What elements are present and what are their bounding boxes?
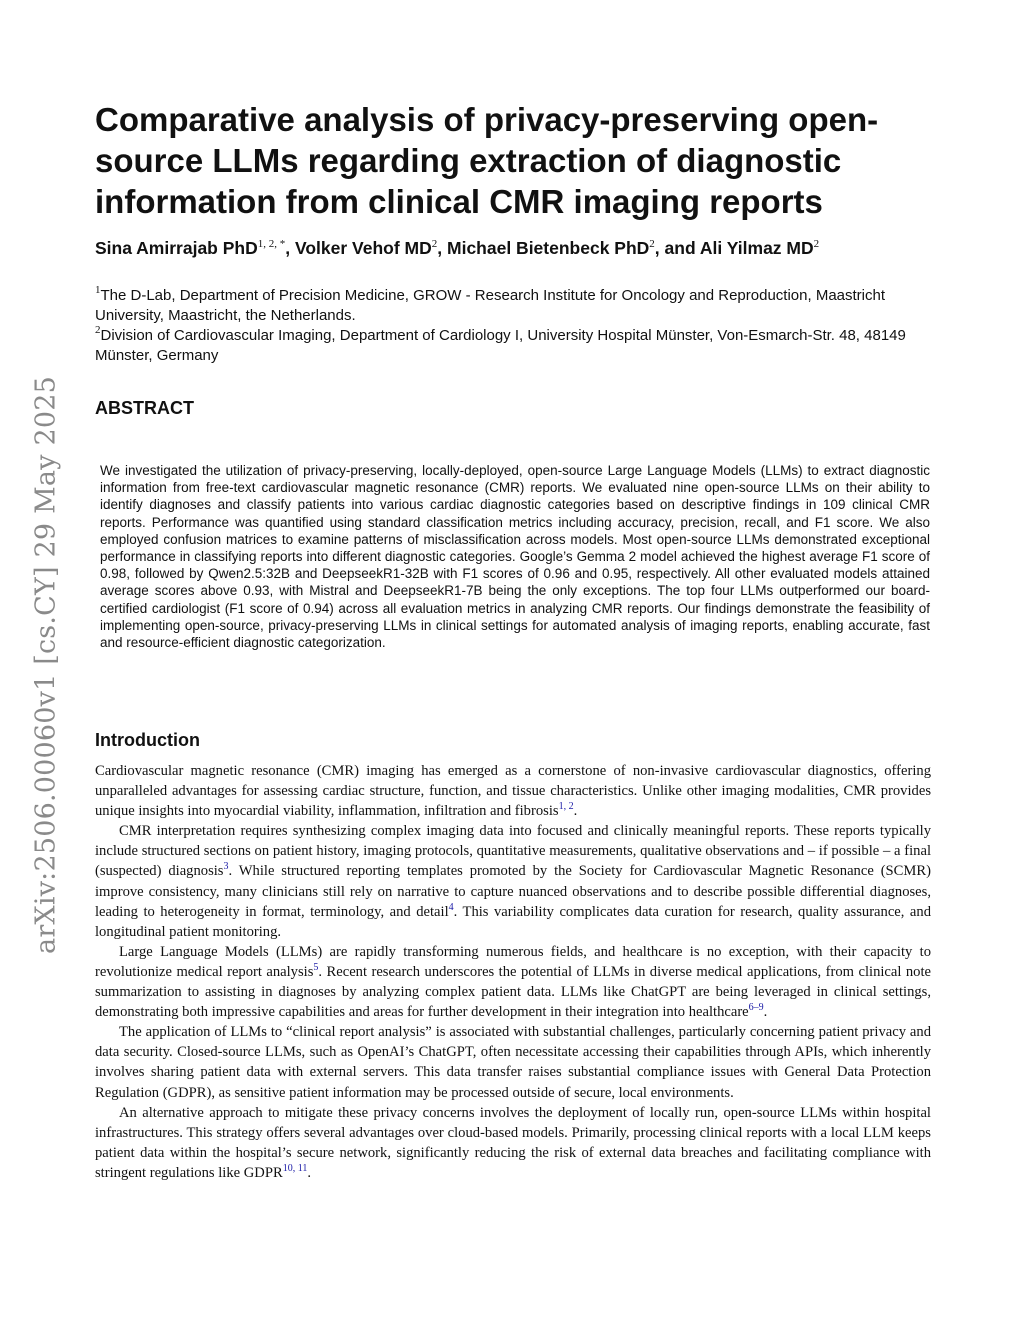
body-paragraph — [95, 761, 931, 821]
affiliation-text: Division of Cardiovascular Imaging, Department of Cardiology I, University Hospital Münster, Von-Esmarch-Str. 48, 48149 Münster, Germany — [95, 327, 906, 364]
citation-link[interactable]: 10, 11 — [282, 1162, 308, 1174]
body-paragraph — [95, 942, 931, 1022]
author-affiliation-mark: 2 — [649, 238, 655, 250]
body-paragraph — [95, 1103, 931, 1183]
paragraph-text: . While structured reporting templates promoted by the Society for Cardiovascular Magnetic Resonance (SCMR) improve consistency, many clinicians still rely on narrative to capture nuanced observations and to describe possible differential diagnoses, leading to heterogeneity in format, terminology, and detail — [95, 863, 931, 920]
author-name: Ali Yilmaz MD — [699, 238, 814, 258]
arxiv-identifier: arXiv:2506.00060v1 [cs.CY] 29 May 2025 — [30, 376, 62, 954]
paragraph-text: CMR interpretation requires synthesizing complex imaging data into focused and clinically meaningful reports. These reports typically include structured sections on patient history, imaging protocols, quantitative measurements, qualitative observations and – if possible – a final (suspected) diagnosis — [95, 823, 931, 880]
author-name: Volker Vehof MD — [294, 238, 432, 258]
citation-link[interactable]: 6–9 — [748, 1002, 764, 1014]
author-list — [95, 236, 975, 260]
abstract-heading: ABSTRACT — [95, 398, 194, 418]
author-affiliation-mark: 1, 2, * — [257, 238, 286, 250]
paragraph-text: . This variability complicates data curation for research, quality assurance, and longitudinal patient monitoring. — [95, 903, 931, 940]
author-separator: , — [285, 238, 295, 258]
introduction-body — [95, 761, 931, 1183]
affiliations — [95, 286, 945, 366]
author-affiliation-mark: 2 — [813, 238, 820, 250]
affiliation-text: The D-Lab, Department of Precision Medicine, GROW - Research Institute for Oncology and Reproduction, Maastricht University, Maastricht, the Netherlands. — [95, 287, 886, 324]
paper-title: Comparative analysis of privacy-preserving open-source LLMs regarding extraction of diagnostic information from clinical CMR imaging reports — [95, 101, 879, 220]
citation-link[interactable]: 5 — [313, 961, 319, 973]
author-separator: , — [437, 238, 447, 258]
author-separator: , and — [654, 238, 700, 258]
paragraph-text: . — [573, 803, 578, 820]
body-paragraph — [95, 1022, 931, 1102]
citation-link[interactable]: 3 — [223, 861, 229, 873]
citation-link[interactable]: 4 — [448, 901, 454, 913]
paragraph-text: Cardiovascular magnetic resonance (CMR) imaging has emerged as a cornerstone of non-invasive cardiovascular diagnostics, offering unparalleled advantages for assessing cardiac structure, function, and tissue characteristics. Unlike other imaging modalities, CMR provides unique insights into myocardial viability, inflammation, infiltration and fibrosis — [95, 763, 931, 820]
author-name: Sina Amirrajab PhD — [95, 238, 258, 258]
introduction-heading: Introduction — [95, 730, 200, 750]
citation-link[interactable]: 1, 2 — [558, 801, 574, 813]
affiliation-number: 2 — [95, 324, 101, 336]
affiliation-number: 1 — [95, 284, 101, 296]
paragraph-text: . — [307, 1164, 311, 1181]
paragraph-text: . Recent research underscores the potential of LLMs in diverse medical applications, from clinical note summarization to assisting in diagnoses by analyzing complex patient data. LLMs like ChatGPT are being leveraged in clinical settings, demonstrating both impressive capabilities and areas for further development in their integration into healthcare — [95, 963, 931, 1021]
body-paragraph — [95, 821, 931, 942]
affiliation — [95, 286, 945, 326]
paragraph-text: Large Language Models (LLMs) are rapidly transforming numerous fields, and healthcare is no exception, with their capacity to revolutionize medical report analysis — [95, 943, 931, 980]
paragraph-text: . — [763, 1004, 768, 1021]
abstract-text: We investigated the utilization of privacy-preserving, locally-deployed, open-source Large Language Models (LLMs) to extract diagnostic information from free-text cardiovascular magnetic resonance (CMR) reports. We evaluated nine open-source LLMs on their ability to identify diagnoses and classify patients into various cardiac diagnostic categories based on descriptive findings in 109 clinical CMR reports. Performance was quantified using standard classification metrics including accuracy, precision, recall, and F1 score. We also employed confusion matrices to examine patterns of misclassification across models. Most open-source LLMs demonstrated exceptional performance in classifying reports into different diagnostic categories. Google’s Gemma 2 model achieved the highest average F1 score of 0.98, followed by Qwen2.5:32B and DeepseekR1-32B with F1 scores of 0.96 and 0.95, respectively. All other evaluated models attained average scores above 0.93, with Mistral and DeepseekR1-7B being the only exceptions. The top four LLMs outperformed our board-certified cardiologist (F1 score of 0.94) across all evaluation metrics in analyzing CMR reports. Our findings demonstrate the feasibility of implementing open-source, privacy-preserving LLMs in clinical settings for automated analysis of imaging reports, enabling accurate, fast and resource-efficient diagnostic categorization. — [100, 463, 930, 651]
paragraph-text: The application of LLMs to “clinical report analysis” is associated with substantial challenges, particularly concerning patient privacy and data security. Closed-source LLMs, such as OpenAI’s ChatGPT, often necessitate accessing their capabilities through APIs, which inherently involves sharing patient data with external servers. This data transfer raises substantial compliance issues with General Data Protection Regulation (GDPR), as sensitive patient information may be processed outside of secure, local environments. — [95, 1024, 931, 1101]
author-affiliation-mark: 2 — [431, 238, 438, 250]
arxiv-sidebar — [22, 365, 70, 965]
paragraph-text: An alternative approach to mitigate these privacy concerns involves the deployment of locally run, open-source LLMs within hospital infrastructures. This strategy offers several advantages over cloud-based models. Primarily, processing clinical reports with a local LLM keeps patient data within the hospital’s secure network, significantly reducing the risk of external data breaches and facilitating compliance with stringent regulations like GDPR — [95, 1104, 931, 1181]
affiliation — [95, 326, 945, 366]
author-name: Michael Bietenbeck PhD — [447, 238, 650, 258]
